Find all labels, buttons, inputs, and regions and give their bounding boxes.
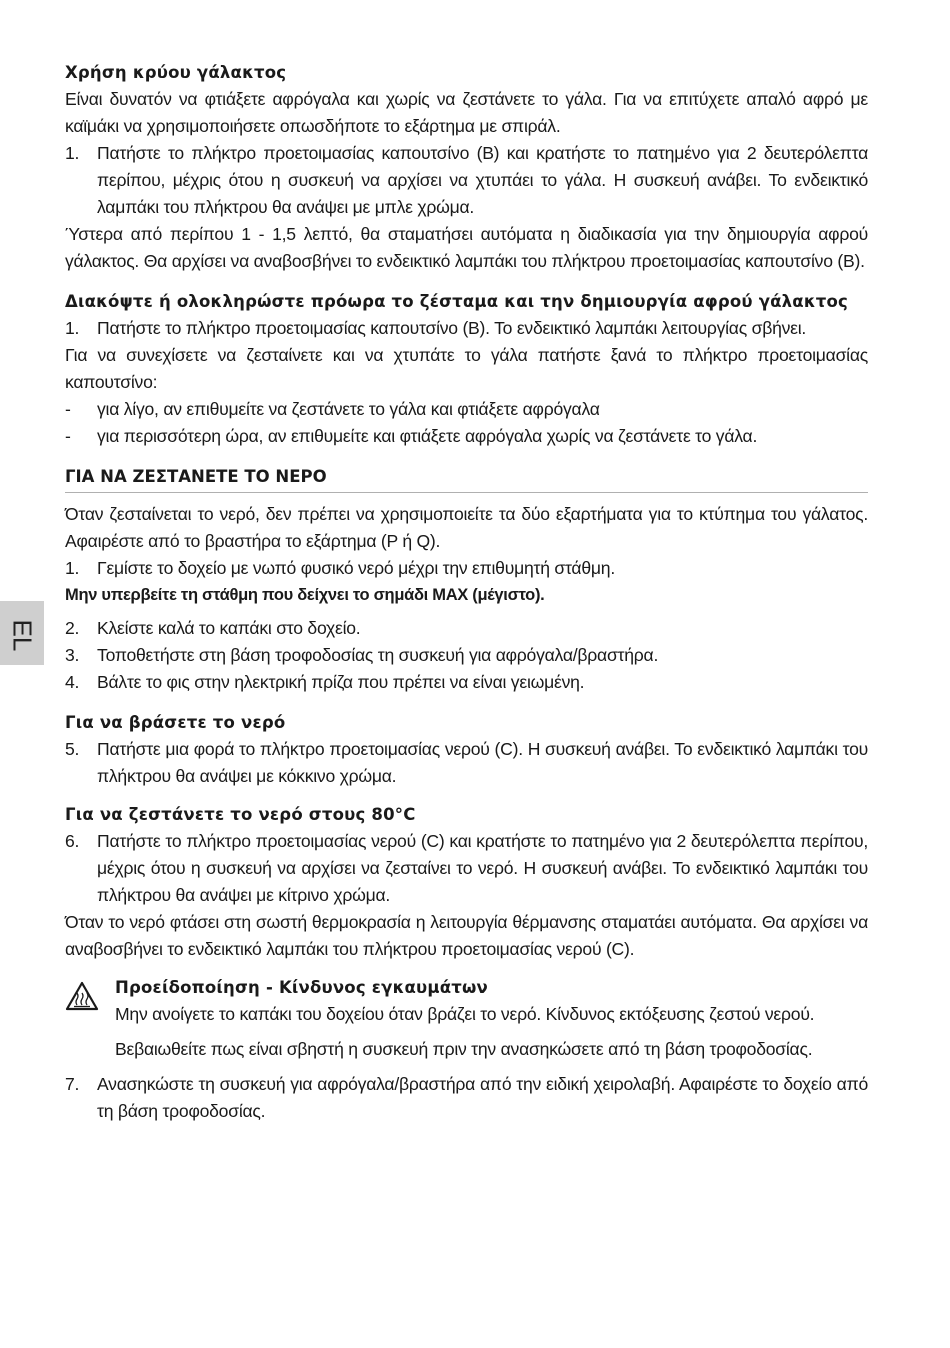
warning-content	[115, 975, 868, 1063]
heat-80c-note: Όταν το νερό φτάσει στη σωστή θερμοκρασία η λειτουργία θέρμανσης σταματάει αυτόματα. Θα αρχίσει να αναβοσβήνει το ενδεικτικό λαμπάκι του πλήκτρου προετοιμασίας νερού (C).	[65, 912, 868, 959]
dash-mark: -	[65, 426, 71, 446]
list-item	[65, 1071, 868, 1125]
heat-water-intro: Όταν ζεσταίνεται το νερό, δεν πρέπει να χρησιμοποιείτε τα δύο εξαρτήματα για το κτύπημα του γάλατος. Αφαιρέστε από το βραστήρα το εξάρτημα (P ή Q).	[65, 504, 868, 551]
list-number: 7.	[65, 1074, 80, 1094]
list-item	[65, 615, 868, 642]
warning-text-2: Βεβαιωθείτε πως είναι σβηστή η συσκευή πριν την ανασηκώσετε από τη βάση τροφοδοσίας.	[115, 1039, 813, 1059]
boil-water-heading: Για να βράσετε το νερό	[65, 713, 286, 732]
list-item	[65, 828, 868, 909]
list-text: Κλείστε καλά το καπάκι στο δοχείο.	[97, 618, 361, 638]
list-item	[65, 140, 868, 221]
heat-water-heading: ΓΙΑ ΝΑ ΖΕΣΤΑΝΕΤΕ ΤΟ ΝΕΡΟ	[65, 464, 868, 493]
list-item	[65, 315, 868, 342]
cold-milk-heading: Χρήση κρύου γάλακτος	[65, 63, 287, 82]
list-number: 4.	[65, 672, 80, 692]
list-number: 5.	[65, 739, 80, 759]
list-number: 2.	[65, 618, 80, 638]
list-text: Πατήστε μια φορά το πλήκτρο προετοιμασίας νερού (C). Η συσκευή ανάβει. Το ενδεικτικό λαμπάκι του πλήκτρου θα ανάψει με κόκκινο χρώμα.	[97, 739, 868, 786]
list-text: Βάλτε το φις στην ηλεκτρική πρίζα που πρέπει να είναι γειωμένη.	[97, 672, 585, 692]
cold-milk-note: Ύστερα από περίπου 1 - 1,5 λεπτό, θα σταματήσει αυτόματα η διαδικασία για την δημιουργία αφρού γάλακτος. Θα αρχίσει να αναβοσβήνει το ενδεικτικό λαμπάκι του πλήκτρου προετοιμασίας καπουτσίνο (B).	[65, 224, 868, 271]
list-text: Γεμίστε το δοχείο με νωπό φυσικό νερό μέχρι την επιθυμητή στάθμη.	[97, 558, 615, 578]
cold-milk-intro: Είναι δυνατόν να φτιάξετε αφρόγαλα και χωρίς να ζεστάνετε το γάλα. Για να επιτύχετε απαλό αφρό με καϊμάκι να χρησιμοποιήσετε οπωσδήποτε το εξάρτημα με σπιράλ.	[65, 89, 868, 136]
list-text: Πατήστε το πλήκτρο προετοιμασίας καπουτσίνο (B). Το ενδεικτικό λαμπάκι λειτουργίας σβήνει.	[97, 318, 807, 338]
list-text: Τοποθετήστε στη βάση τροφοδοσίας τη συσκευή για αφρόγαλα/βραστήρα.	[97, 645, 659, 665]
dash-mark: -	[65, 399, 71, 419]
list-number: 1.	[65, 318, 80, 338]
warning-text-1: Μην ανοίγετε το καπάκι του δοχείου όταν βράζει το νερό. Κίνδυνος εκτόξευσης ζεστού νερού.	[115, 1004, 815, 1024]
max-level-warning: Μην υπερβείτε τη στάθμη που δείχνει το σημάδι MAX (μέγιστο).	[65, 586, 545, 604]
language-tab-label: EL	[7, 619, 38, 652]
dash-item	[65, 423, 868, 450]
list-item	[65, 669, 868, 696]
list-text: Πατήστε το πλήκτρο προετοιμασίας καπουτσίνο (B) και κρατήστε το πατημένο για 2 δευτερόλεπτα περίπου, μέχρις ότου η συσκευή να αρχίσει να χτυπάει το γάλα. Η συσκευή ανάβει. Το ενδεικτικό λαμπάκι του πλήκτρου θα ανάψει με μπλε χρώμα.	[97, 143, 868, 217]
dash-text: για λίγο, αν επιθυμείτε να ζεστάνετε το γάλα και φτιάξετε αφρόγαλα	[97, 399, 600, 419]
list-text: Ανασηκώστε τη συσκευή για αφρόγαλα/βραστήρα από την ειδική χειρολαβή. Αφαιρέστε το δοχείο από τη βάση τροφοδοσίας.	[97, 1074, 868, 1121]
language-tab	[0, 601, 44, 665]
page-content	[65, 60, 868, 1125]
list-item	[65, 736, 868, 790]
interrupt-paragraph: Για να συνεχίσετε να ζεσταίνετε και να χτυπάτε το γάλα πατήστε ξανά το πλήκτρο προετοιμασίας καπουτσίνο:	[65, 345, 868, 392]
list-number: 6.	[65, 831, 80, 851]
list-item	[65, 642, 868, 669]
interrupt-heading: Διακόψτε ή ολοκληρώστε πρόωρα το ζέσταμα και την δημιουργία αφρού γάλακτος	[65, 292, 849, 311]
list-number: 1.	[65, 558, 80, 578]
dash-item	[65, 396, 868, 423]
heat-80c-heading: Για να ζεστάνετε το νερό στους 80°C	[65, 805, 416, 824]
dash-text: για περισσότερη ώρα, αν επιθυμείτε και φτιάξετε αφρόγαλα χωρίς να ζεστάνετε το γάλα.	[97, 426, 758, 446]
list-number: 1.	[65, 143, 80, 163]
list-number: 3.	[65, 645, 80, 665]
burn-warning	[65, 975, 868, 1063]
hot-surface-warning-icon	[65, 975, 115, 1063]
list-text: Πατήστε το πλήκτρο προετοιμασίας νερού (C) και κρατήστε το πατημένο για 2 δευτερόλεπτα περίπου, μέχρις ότου η συσκευή να αρχίσει να ζεσταίνει το νερό. Η συσκευή ανάβει. Το ενδεικτικό λαμπάκι του πλήκτρου θα ανάψει με κίτρινο χρώμα.	[97, 831, 868, 905]
warning-title: Προείδοποίηση - Κίνδυνος εγκαυμάτων	[115, 978, 488, 997]
list-item	[65, 555, 868, 582]
